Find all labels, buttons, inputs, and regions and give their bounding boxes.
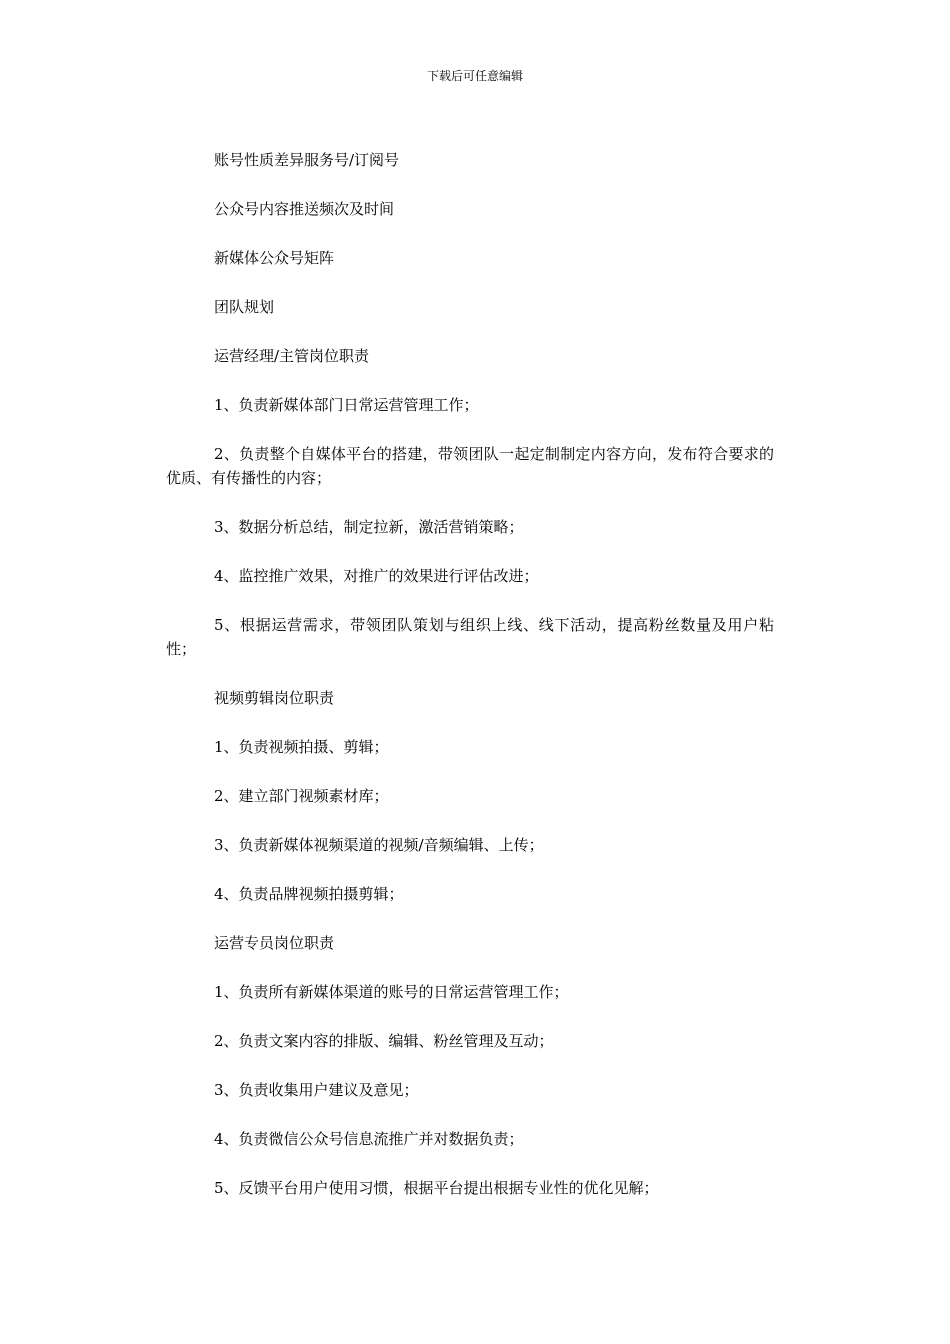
list-item: 3、数据分析总结，制定拉新，激活营销策略； <box>214 518 524 536</box>
role-heading-operations-specialist: 运营专员岗位职责 <box>214 934 335 952</box>
list-item: 3、负责新媒体视频渠道的视频/音频编辑、上传； <box>214 836 544 854</box>
list-item: 1、负责新媒体部门日常运营管理工作； <box>214 396 479 414</box>
list-item: 5、反馈平台用户使用习惯，根据平台提出根据专业性的优化见解； <box>214 1179 659 1197</box>
list-item: 2、负责文案内容的排版、编辑、粉丝管理及互动； <box>214 1032 554 1050</box>
section-heading-team-planning: 团队规划 <box>214 298 275 316</box>
role-heading-video-editor: 视频剪辑岗位职责 <box>214 689 335 707</box>
list-item: 5、根据运营需求，带领团队策划与组织上线、线下活动，提高粉丝数量及用户粘性； <box>166 616 774 658</box>
list-item: 3、负责收集用户建议及意见； <box>214 1081 419 1099</box>
list-item: 4、负责微信公众号信息流推广并对数据负责； <box>214 1130 524 1148</box>
list-item: 4、监控推广效果，对推广的效果进行评估改进； <box>214 567 539 585</box>
section-heading-push-frequency: 公众号内容推送频次及时间 <box>214 200 395 218</box>
list-item: 2、建立部门视频素材库； <box>214 787 389 805</box>
list-item: 1、负责视频拍摄、剪辑； <box>214 738 389 756</box>
page-header: 下载后可任意编辑 <box>426 69 523 83</box>
list-item: 4、负责品牌视频拍摄剪辑； <box>214 885 404 903</box>
section-heading-account-matrix: 新媒体公众号矩阵 <box>214 249 335 267</box>
document-body <box>166 148 774 1225</box>
list-item: 2、负责整个自媒体平台的搭建，带领团队一起定制制定内容方向，发布符合要求的优质、有传播性的内容； <box>166 445 774 487</box>
list-item: 1、负责所有新媒体渠道的账号的日常运营管理工作； <box>214 983 569 1001</box>
role-heading-operations-manager: 运营经理/主管岗位职责 <box>214 347 370 365</box>
section-heading-account-type: 账号性质差异服务号/订阅号 <box>214 151 400 169</box>
